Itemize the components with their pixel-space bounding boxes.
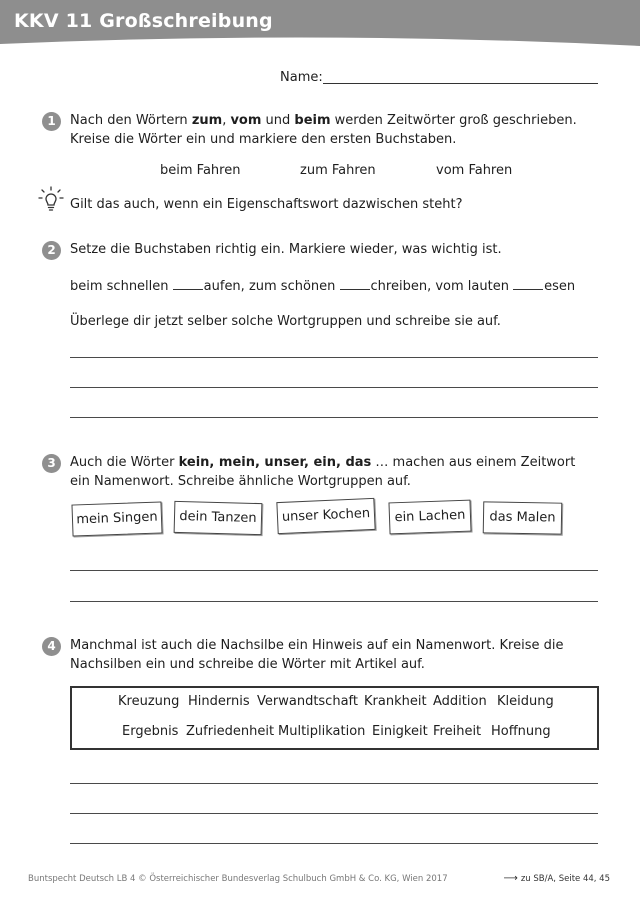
task1-word[interactable]: beim Fahren bbox=[160, 163, 241, 178]
box-word[interactable]: Addition bbox=[433, 694, 487, 709]
box-word[interactable]: Einigkeit bbox=[372, 724, 428, 739]
writing-line[interactable] bbox=[70, 783, 598, 784]
footer-copyright: Buntspecht Deutsch LB 4 © Österreichischer Bundesverlag Schulbuch GmbH & Co. KG, Wien 2017 bbox=[28, 874, 448, 884]
name-label: Name: bbox=[280, 70, 323, 85]
box-word[interactable]: Multiplikation bbox=[278, 724, 366, 739]
word-box bbox=[70, 686, 599, 750]
writing-line[interactable] bbox=[70, 387, 598, 388]
writing-line[interactable] bbox=[70, 813, 598, 814]
box-word[interactable]: Hoffnung bbox=[491, 724, 551, 739]
word-card: mein Singen bbox=[71, 501, 162, 536]
box-word[interactable]: Kreuzung bbox=[118, 694, 180, 709]
task1-word[interactable]: vom Fahren bbox=[436, 163, 513, 178]
task3-instruction: Auch die Wörter kein, mein, unser, ein, das … machen aus einem Zeitwort ein Namenwort. Schreibe ähnliche Wortgruppen auf. bbox=[70, 455, 576, 489]
name-field[interactable] bbox=[280, 70, 598, 90]
writing-line[interactable] bbox=[70, 601, 598, 602]
task-number-2: 2 bbox=[42, 241, 61, 260]
word-card: dein Tanzen bbox=[174, 501, 263, 535]
task4-instruction: Manchmal ist auch die Nachsilbe ein Hinweis auf ein Namenwort. Kreise die Nachsilben ein und schreibe die Wörter mit Artikel auf. bbox=[70, 638, 564, 672]
gap-blank[interactable] bbox=[513, 276, 543, 290]
box-word[interactable]: Hindernis bbox=[188, 694, 250, 709]
word-card: das Malen bbox=[483, 501, 563, 534]
gap-blank[interactable] bbox=[173, 276, 203, 290]
name-line[interactable] bbox=[323, 83, 598, 84]
word-card: ein Lachen bbox=[388, 500, 471, 535]
page-header bbox=[0, 0, 640, 50]
task2-instruction-2: Überlege dir jetzt selber solche Wortgruppen und schreibe sie auf. bbox=[70, 314, 501, 329]
gap-blank[interactable] bbox=[340, 276, 370, 290]
box-word[interactable]: Ergebnis bbox=[122, 724, 179, 739]
box-word[interactable]: Zufriedenheit bbox=[186, 724, 275, 739]
task2-instruction: Setze die Buchstaben richtig ein. Markiere wieder, was wichtig ist. bbox=[70, 242, 502, 257]
task1-tip: Gilt das auch, wenn ein Eigenschaftswort dazwischen steht? bbox=[70, 197, 463, 212]
task-number-3: 3 bbox=[42, 454, 61, 473]
word-card: unser Kochen bbox=[276, 498, 375, 534]
task2-gap-sentence: beim schnellen aufen, zum schönen chreiben, vom lauten esen bbox=[70, 276, 610, 296]
writing-line[interactable] bbox=[70, 417, 598, 418]
task-number-4: 4 bbox=[42, 637, 61, 656]
writing-line[interactable] bbox=[70, 843, 598, 844]
arrow-right-icon: ⟶ bbox=[503, 873, 518, 884]
box-word[interactable]: Freiheit bbox=[433, 724, 482, 739]
footer-reference: ⟶ zu SB/A, Seite 44, 45 bbox=[503, 873, 610, 884]
box-word[interactable]: Verwandtschaft bbox=[257, 694, 358, 709]
task1-instruction: Nach den Wörtern zum, vom und beim werden Zeitwörter groß geschrieben. Kreise die Wörter ein und markiere den ersten Buchstaben. bbox=[70, 113, 577, 147]
box-word[interactable]: Kleidung bbox=[497, 694, 554, 709]
lightbulb-icon bbox=[38, 186, 64, 216]
box-word[interactable]: Krankheit bbox=[364, 694, 427, 709]
writing-line[interactable] bbox=[70, 570, 598, 571]
task1-word[interactable]: zum Fahren bbox=[300, 163, 376, 178]
task-number-1: 1 bbox=[42, 112, 61, 131]
page-title: KKV 11 Großschreibung bbox=[14, 10, 273, 32]
writing-line[interactable] bbox=[70, 357, 598, 358]
